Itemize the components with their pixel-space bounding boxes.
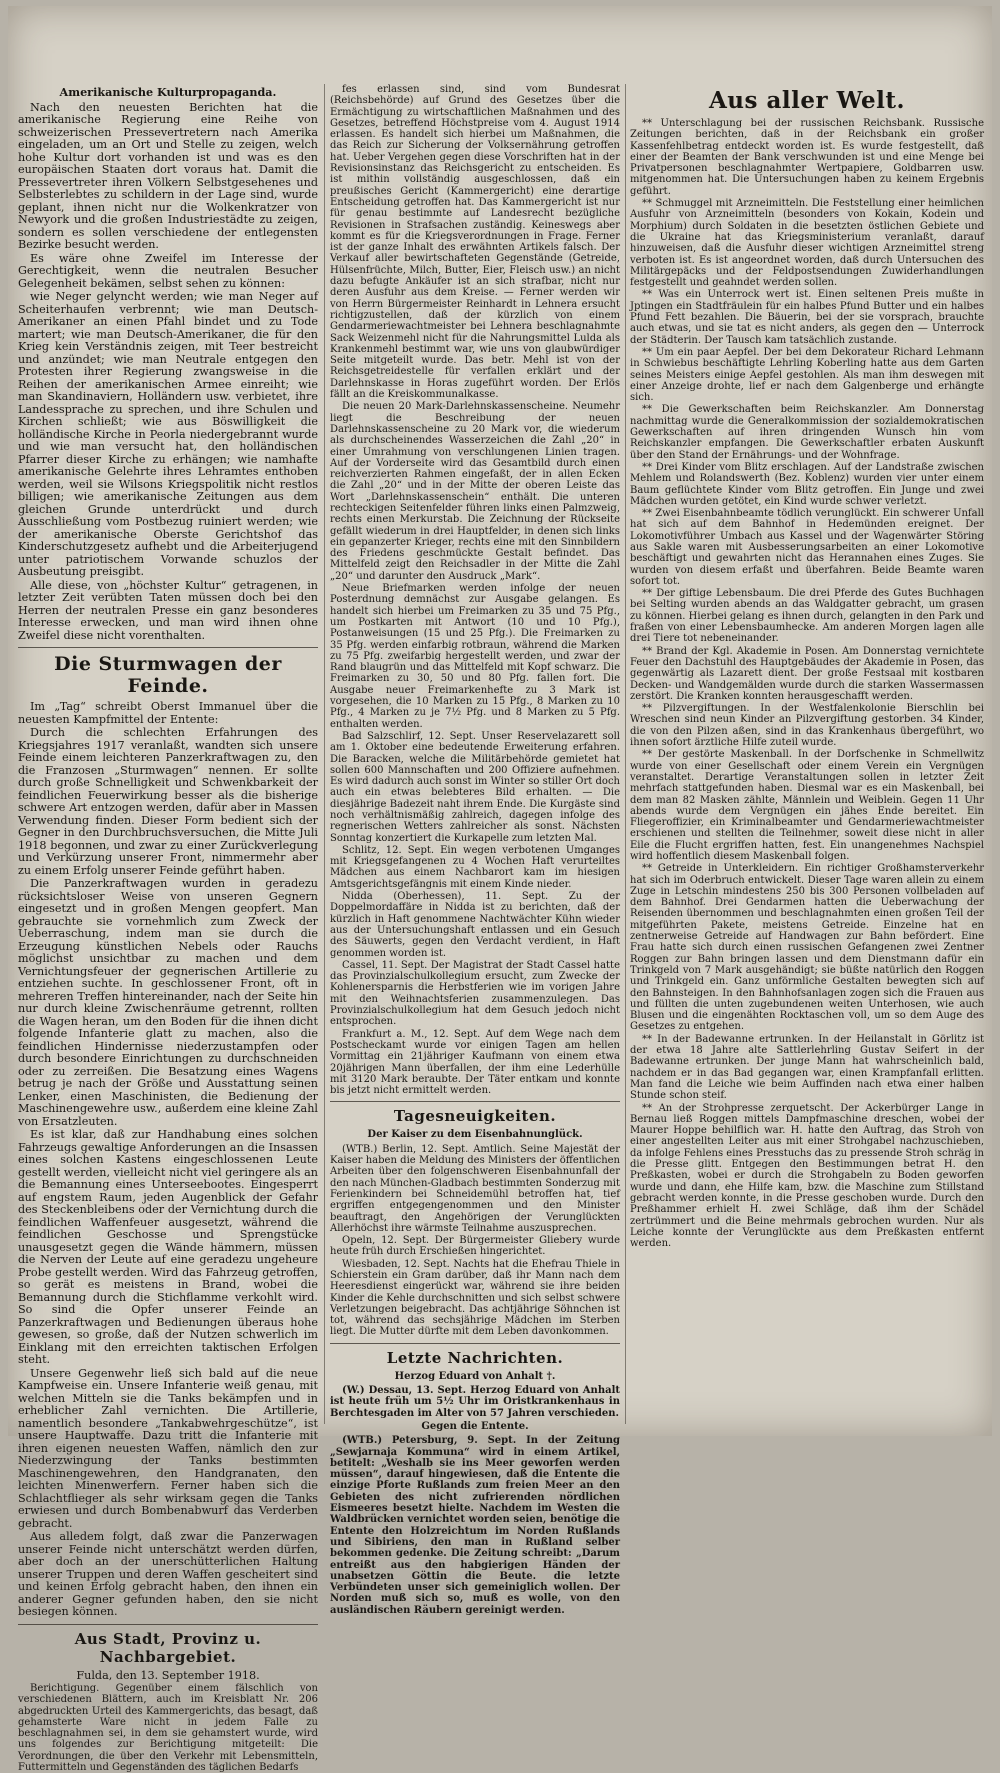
paragraph: Die neuen 20 Mark-Darlehnskassenscheine. Neumehr liegt die Beschreibung der neuen Darlehnskassenscheine zu 20 Mark vor, die wiederum als durchscheinendes Wasserzeichen die Zahl „20“ in einer Umrahmung von verschlungenen Linien tragen. Auf der Vorderseite wird das Gesamtbild durch einen reichverzierten Rahmen eingefaßt, der in allen Ecken die Zahl „20“ und in der Mitte der oberen Leiste das Wort „Darlehnskassenschein“ enthält. Die unteren rechteckigen Seitenfelder führen links einen Palmzweig, rechts einen Merkurstab. Die Zeichnung der Rückseite gefällt wiederum in drei Hauptfelder, in denen sich links ein gepanzerter Krieger, rechts eine mit den Sinnbildern des Friedens geschmückte Gestalt befindet. Das Mittelfeld zeigt den Reichsadler in der Mitte die Zahl „20“ und darunter den Ausdruck „Mark“. [330,401,620,582]
paragraph: ** Was ein Unterrock wert ist. Einen seltenen Preis mußte in Jptingen ein Stadtfräulein für ein halbes Pfund Butter und ein halbes Pfund Fett bezahlen. Die Bäuerin, bei der sie vorsprach, brauchte auch etwas, und sie tat es nicht anders, als gegen den — Unterrock der Städterin. Der Tausch kam tatsächlich zustande. [630,289,984,346]
paragraph: ** Brand der Kgl. Akademie in Posen. Am Donnerstag vernichtete Feuer den Dachstuhl des Hauptgebäudes der Akademie in Posen, das gegenwärtig als Lazarett dient. Der große Festsaal mit kostbaren Decken- und Wandgemälden wurde durch die starken Wassermassen zerstört. Die Kranken konnten herausgeschafft werden. [630,645,984,702]
divider [18,1624,318,1625]
divider [330,1343,620,1344]
column-rule [625,84,626,1424]
paragraph: ** An der Strohpresse zerquetscht. Der Ackerbürger Lange in Bernau ließ Roggen mittels Dampfmaschine dreschen, wobei der Maurer Hoppe behilflich war. H. hatte den Auftrag, das Stroh von einer angestellten Leiter aus mit einer Strohgabel nachzuschieben, da infolge Fehlens eines Presstuchs das zu pressende Stroh schräg in die Presse glitt. Entgegen den Bestimmungen betrat H. den Preßkasten, wobei er durch die Strohgabeln zu Boden geworfen wurde und dann, ehe Hilfe kam, bzw. die Maschine zum Stillstand gebracht werden konnte, in die Presse geschoben wurde. Durch den Preßhammer erhielt H. zwei Schläge, daß ihm der Schädel zertrümmert und die Beine mehrmals gebrochen wurden. Nur als Leiche konnte der Verunglückte aus dem Preßkasten entfernt werden. [630,1102,984,1250]
paragraph: ** Der giftige Lebensbaum. Die drei Pferde des Gutes Buchhagen bei Selting wurden abends an das Waldgatter gebracht, um grasen zu können. Hierbei gelang es ihnen durch, gelangten in den Park und fraßen von einer Lebensbaumhecke. Am anderen Morgen lagen alle drei Tiere tot nebeneinander. [630,588,984,645]
paragraph: Alle diese, von „höchster Kultur“ getragenen, in letzter Zeit verübten Taten müssen doch bei den Herren der neutralen Presse ein ganz besonderes Interesse erwecken, und man wird ihnen ohne Zweifel diese nicht vorenthalten. [18,578,318,642]
column-left [18,84,318,1773]
paragraph: ** Unterschlagung bei der russischen Reichsbank. Russische Zeitungen berichten, daß in der Reichsbank ein großer Kassenfehlbetrag entdeckt worden ist. Es wurde festgestellt, daß einer der Beamten der Bank verschwunden ist und eine Menge bei Privatpersonen beschlagnahmter Wertpapiere, Goldbarren usw. mitgenommen hat. Die Untersuchungen haben zu keinem Ergebnis geführt. [630,118,984,197]
paragraph: Nach den neuesten Berichten hat die amerikanische Regierung eine Reihe von schweizerischen Pressevertretern nach Amerika eingeladen, um an Ort und Stelle zu zeigen, welch hohe Kultur dort vorhanden ist und was es den europäischen Staaten dort voraus hat. Damit die Pressevertreter ihren Völkern Selbstgesehenes und Selbsterlebtes zu schildern in der Lage sind, wurde geplant, ihnen nicht nur die Wolkenkratzer von Newyork und die großen Industriestädte zu zeigen, sondern es sollen verschiedene der entlegensten Bezirke besucht werden. [18,100,318,251]
paragraph: Opeln, 12. Sept. Der Bürgermeister Gliebery wurde heute früh durch Erschießen hingerichtet. [330,1235,620,1258]
paragraph: Aus alledem folgt, daß zwar die Panzerwagen unserer Feinde nicht unterschätzt werden dürfen, aber doch an der unerschütterlichen Haltung unserer Truppen und deren Waffen gescheitert sind und keinen Erfolg gebracht haben, den ihnen ein anderer Gegner gefunden haben, den sie nicht besiegen können. [18,1530,318,1618]
column-right [630,84,984,1429]
paragraph: Bad Salzschlirf, 12. Sept. Unser Reservelazarett soll am 1. Oktober eine bedeutende Erweiterung erfahren. Die Baracken, welche die Militärbehörde gemietet hat sollen 600 Mannschaften und 200 Offiziere aufnehmen. Es wird dadurch auch sonst im Winter so stiller Ort doch auch ein etwas belebteres Bild erhalten. — Die diesjährige Badezeit naht ihrem Ende. Die Kurgäste sind noch verhältnismäßig zahlreich, dagegen infolge des regnerischen Wetters zahlreicher als sonst. Nächsten Sonntag konzertiert die Kurkapelle zum letzten Mal. [330,730,620,844]
paragraph: Berichtigung. Gegenüber einem fälschlich von verschiedenen Blättern, auch im Kreisblatt Nr. 206 abgedruckten Urteil des Kammergerichts, das besagt, daß gehamsterte Ware nicht in jedem Falle zu beschlagnahmen sei, in dem sie gehamstert wurde, wird uns folgendes zur Berichtigung mitgeteilt: Die Verordnungen, die über den Verkehr mit Lebensmitteln, Futtermitteln und Gegenständen des täglichen Bedarfs [18,1683,318,1773]
paragraph: (W.) Dessau, 13. Sept. Herzog Eduard von Anhalt ist heute früh um 5½ Uhr im Oristkrankenhaus in Berchtesgaden im Alter von 57 Jahren verschieden. [330,1385,620,1419]
paragraph: ** Um ein paar Aepfel. Der bei dem Dekorateur Richard Lehmann in Schwiebus beschäftigte Lehrling Koberling hatte aus dem Garten seines Meisters einige Aepfel gestohlen. Als man ihm deswegen mit einer Anzeige drohte, lief er nach dem Galgenberge und erhängte sich. [630,346,984,404]
section-heading: Aus Stadt, Provinz u. Nachbargebiet. [74,1629,262,1666]
paragraph: (WTB.) Berlin, 12. Sept. Amtlich. Seine Majestät der Kaiser haben die Meldung des Ministers der öffentlichen Arbeiten über den folgenschweren Eisenbahnunfall der den nach München-Gladbach bestimmten Sonderzug mit Ferienkindern bei Schneidemühl betroffen hat, tief ergriffen entgegengenommen und den Minister beauftragt, den Angehörigen der Verunglückten Allerhöchst ihre wärmste Teilnahme auszusprechen. [330,1143,620,1234]
article-heading: Gegen die Entente. [421,1420,529,1432]
paragraph: ** Schmuggel mit Arzneimitteln. Die Feststellung einer heimlichen Ausfuhr von Arzneimitteln (besonders von Kokain, Kodein und Morphium) durch Soldaten in die besetzten östlichen Gebiete und die Ukraine hat das Kriegsministerium veranlaßt, darauf hinzuweisen, daß die Ausfuhr dieser wichtigen Arzneimittel streng verboten ist. Es ist angeordnet worden, daß durch Untersuchen des Militärgepäcks und der Feldpostsendungen Zuwiderhandlungen festgestellt und geahndet werden sollen. [630,198,984,289]
divider [18,647,318,648]
paragraph: Die Panzerkraftwagen wurden in geradezu rücksichtsloser Weise von unseren Gegnern eingesetzt und in großen Mengen geopfert. Man gebrauchte sie vornehmlich zum Zweck der Ueberraschung, indem man sie durch die Erzeugung künstlichen Nebels oder Rauchs möglichst unsichtbar zu machen und dem Vernichtungsfeuer der gegnerischen Artillerie zu entziehen suchte. In geschlossener Front, oft in mehreren Treffen hintereinander, nach der Seite hin nur durch kleine Zwischenräume getrennt, rollten die Wagen heran, um den Boden für die ihnen dicht folgende Infanterie glatt zu machen, also die feindlichen Hindernisse niederzustampfen oder durch besondere Einrichtungen zu durchschneiden oder zu zerreißen. Die Besatzung eines Wagens betrug je nach der Größe und Ausstattung seinen Lenker, einen Maschinisten, die Bedienung der Maschinengewehre usw., außerdem eine kleine Zahl von Ersatzleuten. [18,877,318,1128]
paragraph: Im „Tag“ schreibt Oberst Immanuel über die neuesten Kampfmittel der Entente: [18,700,318,726]
paragraph: Es wäre ohne Zweifel im Interesse der Gerechtigkeit, wenn die neutralen Besucher Gelegenheit bekämen, selbst sehen zu können: [18,251,318,290]
paragraph: Es ist klar, daß zur Handhabung eines solchen Fahrzeugs gewaltige Anforderungen an die Insassen eines solchen Kastens eingeschlossenen Leute gestellt werden, vielleicht nicht viel geringere als an die Bemannung eines Unterseebootes. Eingesperrt auf engstem Raum, jeden Augenblick der Gefahr des Steckenbleibens oder der Vernichtung durch die feindlichen Waffenfeuer ausgesetzt, während die feindlichen Geschosse und Sprengstücke unausgesetzt gegen die Wände hämmern, müssen die Nerven der Leute auf eine geradezu ungeheure Probe gestellt werden. Wird das Fahrzeug getroffen, so gerät es meistens in Brand, wobei die Bemannung durch die Stichflamme verkohlt wird. So sind die Opfer unserer Feinde an Panzerkraftwagen und Bedienungen überaus hohe gewesen, so große, daß der Nutzen schwerlich im Einklang mit den erreichten taktischen Erfolgen steht. [18,1128,318,1366]
paragraph: ** Zwei Eisenbahnbeamte tödlich verunglückt. Ein schwerer Unfall hat sich auf dem Bahnhof in Hedemünden ereignet. Der Lokomotivführer Umbach aus Kassel und der Wagenwärter Störing aus Sakle waren mit Ausbesserungsarbeiten an einer Lokomotive beschäftigt und gewahrten nicht das Herannahen eines Zuges. Sie wurden von diesem erfaßt und überfahren. Beide Beamte waren sofort tot. [630,508,984,587]
section-heading: Aus aller Welt. [708,87,906,114]
paragraph: ** Getreide in Unterkleidern. Ein richtiger Großhamsterverkehr hat sich im Oderbruch entwickelt. Dieser Tage waren allein zu einem Zuge in Letschin mindestens 250 bis 300 Personen vollbeladen auf dem Bahnhof. Drei Gendarmen hatten die Ueberwachung der Reisenden übernommen und beschlagnahmten einen großen Teil der mitgeführten Pakete, meistens Getreide. Einzelne hat en zentnerweise Getreide auf Handwagen zur Bahn befördert. Eine Frau hatte sich durch einen russischen Gefangenen zwei Zentner Roggen zur Bahn bringen lassen und dem Dienstmann dafür ein Trinkgeld von 7 Mark ausgehändigt; sie büßte natürlich den Roggen und Trinkgeld ein. Ganz unförmliche Gestalten bewegten sich auf den Bahnsteigen. In den Bahnhofsanlagen zogen sich die Frauen aus und füllten die unten zugebundenen weiten Unterhosen, wie auch Blusen und die eingenähten Rocktaschen voll, um so dem Auge des Gesetzes zu entgehen. [630,863,984,1033]
paragraph: ** Die Gewerkschaften beim Reichskanzler. Am Donnerstag nachmittag wurde die Generalkommission der sozialdemokratischen Gewerkschaften auf ihren dringenden Wunsch hin vom Reichskanzler empfangen. Die Gewerkschaftler erbaten Auskunft über den Stand der Ernährungs- und der Wohnfrage. [630,404,984,461]
article-heading: Der Kaiser zu dem Eisenbahnunglück. [367,1129,583,1141]
paragraph: Neue Briefmarken werden infolge der neuen Posterdnung demnächst zur Ausgabe gelangen. Es handelt sich hierbei um Freimarken zu 35 und 75 Pfg., um Postkarten mit Antwort (10 und 10 Pfg.), Postanweisungen (15 und 25 Pfg.). Die Freimarken zu 35 Pfg. werden einfarbig rotbraun, während die Marken zu 75 Pfg. zweifarbig hergestellt werden, und zwar der Rand blaugrün und das Mittelfeld mit Kopf schwarz. Die Freimarken zu 30, 50 und 80 Pfg. fallen fort. Die Ausgabe neuer Freimarkenhefte zu 3 Mark ist vorgesehen, die 10 Marken zu 15 Pfg., 8 Marken zu 10 Pfg., 4 Marken zu je 7½ Pfg. und 8 Marken zu 5 Pfg. enthalten werden. [330,583,620,730]
column-rule [324,84,325,1424]
section-heading: Tagesneuigkeiten. [393,1107,557,1126]
paragraph: ** Pilzvergiftungen. In der Westfalenkolonie Bierschlin bei Wreschen sind neun Kinder an Pilzvergiftung gestorben. 34 Kinder, die von den Pilzen aßen, sind in das Krankenhaus übergeführt, wo ihnen sofort ärztliche Hilfe zuteil wurde. [630,703,984,749]
column-middle [330,84,620,1616]
paragraph: wie Neger gelyncht werden; wie man Neger auf Scheiterhaufen verbrennt; wie man Deutsch-Amerikaner an einen Pfahl bindet und zu Tode martert; wie man Deutsch-Amerikaner, die für den Krieg kein Verständnis zeigen, mit Teer bestreicht und anzündet; wie man Neutrale entgegen den Protesten ihrer Regierung zwangsweise in die Reihen der amerikanischen Armee einreiht; wie man Skandinaviern, Holländern usw. verbietet, ihre Landessprache zu sprechen, und ihre Schulen und Kirchen schließt; wie aus Böswilligkeit die holländische Kirche in Peorla niedergebrannt wurde und wie man versucht hat, den holländischen Pfarrer dieser Kirche zu erhängen; wie namhafte amerikanische Gelehrte ihres Lehramtes enthoben werden, weil sie Wilsons Kriegspolitik nicht restlos billigen; wie amerikanische Zeitungen aus dem gleichen Grunde unterdrückt und durch Ausschließung vom Postbezug ruiniert werden; wie der amerikanische Oberste Gerichtshof das Kinderschutzgesetz aufhebt und die Arbeiterjugend unter patriotischem Vorwande schuzlos der Ausbeutung preisgibt. [18,290,318,578]
paragraph: Cassel, 11. Sept. Der Magistrat der Stadt Cassel hatte das Provinzialschulkollegium ersucht, zum Zwecke der Kohlenersparnis die Herbstferien wie im vorigen Jahre mit den Weihnachtsferien zusammenzulegen. Das Provinzialschulkollegium hat dem Gesuch jedoch nicht entsprochen. [330,959,620,1028]
paragraph: ** Drei Kinder vom Blitz erschlagen. Auf der Landstraße zwischen Mehlem und Rolandswerth (Bez. Koblenz) wurden vier unter einem Baum geflüchtete Kinder vom Blitz getroffen. Ein Junge und zwei Mädchen wurden getötet, ein Kind wurde schwer verletzt. [630,461,984,507]
paragraph: Frankfurt a. M., 12. Sept. Auf dem Wege nach dem Postscheckamt wurde vor einigen Tagen am hellen Vormittag ein 21jähriger Kaufmann von einem etwa 20jährigen Mann überfallen, der ihm eine Lederhülle mit 3120 Mark beraubte. Der Täter entkam und konnte bis jetzt nicht ermittelt werden. [330,1028,620,1097]
paragraph: (WTB.) Petersburg, 9. Sept. In der Zeitung „Sewjarnaja Kommuna“ wird in einem Artikel, betitelt: „Weshalb sie ins Meer geworfen werden müssen“, darauf hingewiesen, daß die Entente die einzige Pforte Rußlands zum freien Meer an den Gebieten des nicht zufrierenden nördlichen Eismeeres besetzt hielte. Nachdem im Westen die Waldbrücken vernichtet worden seien, benötige die Entente den Holzreichtum im Norden Rußlands und Sibiriens, den man in Rußland selber bekommen gedenke. Die Zeitung schreibt: „Darum entreißt aus den habgierigen Händen der unabsetzen Göttin die Beute. die letzte Verbündeten unser sich gemeiniglich wollen. Der Norden muß sich so, muß es wolle, von den ausländischen Räubern gereinigt werden. [330,1435,620,1616]
newspaper-page [8,6,992,1773]
paragraph: Nidda (Oberhessen), 11. Sept. Zu der Doppelmordaffäre in Nidda ist zu berichten, daß der kürzlich in Haft genommene Nachtwächter Kühn wieder aus der Untersuchungshaft entlassen und ein Gesuch des Säuwerts, gegen den Verdacht verdient, in Haft genommen worden ist. [330,891,620,959]
paragraph: Unsere Gegenwehr ließ sich bald auf die neue Kampfweise ein. Unsere Infanterie weiß genau, mit welchen Mitteln sie die Tanks bekämpfen und in erheblicher Zahl vernichten. Die Artillerie, namentlich besondere „Tankabwehrgeschütze“, ist unsere Hauptwaffe. Dazu tritt die Infanterie mit ihren eigenen neuesten Waffen, nämlich den zur Niederzwingung der Tanks bestimmten Maschinengewehren, den Handgranaten, den leichten Minenwerfern. Ferner haben sich die Schlachtflieger als sehr wirksam gegen die Tanks erwiesen und durch Bombenabwurf das Verderben gebracht. [18,1366,318,1530]
paragraph: ** Der gestörte Maskenball. In der Dorfschenke in Schmellwitz wurde von einer Gesellschaft oder einem Verein ein Vergnügen veranstaltet. Derartige Veranstaltungen sollen in letzter Zeit mehrfach stattgefunden haben. Diesmal war es ein Maskenball, bei dem man 82 Masken zählte, Männlein und Weiblein. Gegen 11 Uhr abends wurde dem Vergnügen ein jähes Ende bereitet. Ein Fliegeroffizier, ein Kriminalbeamter und Gendarmeriewachtmeister erschienen und stellten die Teilnehmer, soweit diese nicht in aller Eile die Flucht ergriffen hatten, fest. Ein unangenehmes Nachspiel wird hoffentlich diesem Maskenball folgen. [630,749,984,862]
paragraph: ** In der Badewanne ertrunken. In der Heilanstalt in Görlitz ist der etwa 18 Jahre alte Sattlerlehrling Gustav Seifert in der Badewanne ertrunken. Der junge Mann hat wahrscheinlich bald, nachdem er in das Bad gegangen war, einen Krampfanfall erlitten. Man fand die Leiche wie beim Auffinden nach etwa einer halben Stunde schon steif. [630,1033,984,1102]
divider [330,1101,620,1102]
paragraph: Wiesbaden, 12. Sept. Nachts hat die Ehefrau Thiele in Schierstein ein Gram darüber, daß ihr Mann nach dem Heeresdienst eingerückt war, während sie ihre beiden Kinder die Kehle durchschnitten und sich selbst schwere Verletzungen beigebracht. Das achtjährige Söhnchen ist tot, während das sechsjährige Mädchen im Sterben liegt. Die Mutter dürfte mit dem Leben davonkommen. [330,1258,620,1338]
paragraph: fes erlassen sind, sind vom Bundesrat (Reichsbehörde) auf Grund des Gesetzes über die Ermächtigung zu wirtschaftlichen Maßnahmen und des Gesetzes, betreffend Höchstpreise vom 4. August 1914 erlassen. Es handelt sich hierbei um Maßnahmen, die das Reich zur Sicherung der Volksernährung getroffen hat. Ueber Vergehen gegen diese Vorschriften hat in der Revisionsinstanz das Reichsgericht zu entscheiden. Es ist mithin vollständig ausgeschlossen, daß ein preußisches Gericht (Kammergericht) eine derartige Entscheidung getroffen hat. Das Kammergericht ist nur für genau bestimmte auf Landesrecht bezügliche Revisionen in Strafsachen zuständig. Keineswegs aber kommt es für die Kriegsverordnungen in Frage. Ferner ist der ganze Inhalt des erwähnten Artikels falsch. Der Verkauf aller bewirtschafteten Gegenstände (Getreide, Hülsenfrüchte, Milch, Butter, Eier, Fleisch usw.) an nicht dazu befugte Ankäufer ist an sich strafbar, nicht nur deren Ausfuhr aus dem Kreise. — Ferner werden wir von Herrn Bürgermeister Reinhardt in Lehnera ersucht richtigzustellen, daß der kürzlich von einem Gendarmeriewachtmeister bei Lehnera beschlagnahmte Sack Weizenmehl nicht für die Nahrungsmittel Lulda als Krankenmehl bestimmt war, wie uns von glaubwürdiger Seite mitgeteilt wurde. Das betr. Mehl ist von der Reichsgetreidestelle für verfallen erklärt und der Darlehnskasse in Horas zugeführt worden. Der Erlös fällt an die Kreiskommunalkasse. [330,84,620,401]
section-heading: Die Sturmwagen der Feinde. [54,653,282,697]
section-heading: Letzte Nachrichten. [386,1348,564,1367]
paragraph: Schlitz, 12. Sept. Ein wegen verbotenen Umganges mit Kriegsgefangenen zu 4 Wochen Haft verurteiltes Mädchen aus einem Nachbarort kam im hiesigen Amtsgerichtsgefängnis mit einem Kinde nieder. [330,844,620,890]
paragraph: Durch die schlechten Erfahrungen des Kriegsjahres 1917 veranlaßt, wandten sich unsere Feinde einem leichteren Panzerkraftwagen zu, den die Franzosen „Sturmwagen“ nennen. Er sollte durch große Schnelligkeit und Schwenkbarkeit der feindlichen Feuerwirkung besser als die bisherige schwere Art entzogen werden, dafür aber in Massen Verwendung finden. Dieser Form bedient sich der Gegner in den Durchbruchsversuchen, die Mitte Juli 1918 begonnen, und zwar zu einer Zurückverlegung und Verkürzung unserer Front, nimmermehr aber zu einem Erfolg unserer Feinde geführt haben. [18,726,318,877]
article-heading: Herzog Eduard von Anhalt †. [394,1370,556,1382]
article-heading: Amerikanische Kulturpropaganda. [59,85,277,99]
dateline: Fulda, den 13. September 1918. [76,1668,260,1682]
